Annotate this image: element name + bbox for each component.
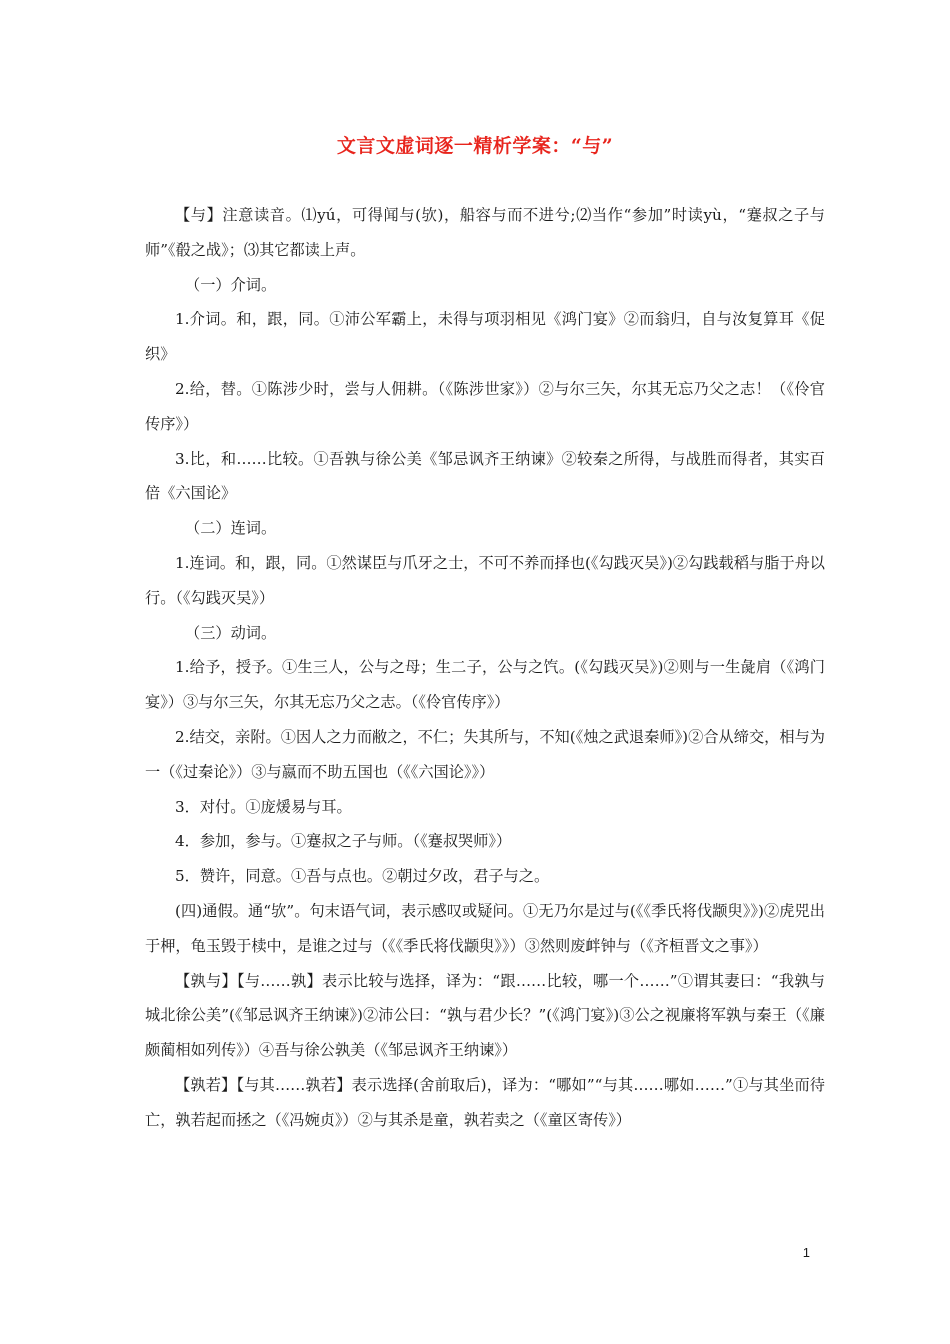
paragraph-verb-5: 5．赞许，同意。①吾与点也。②朝过夕改，君子与之。 [175,867,550,886]
document-body [145,198,825,1138]
section-heading-preposition: （一）介词。 [185,275,277,294]
paragraph-shuruo: 【孰若】【与其……孰若】表示选择(舍前取后)，译为：“哪如”“与其……哪如……”①与其坐而待亡，孰若起而拯之（《冯婉贞》）②与其杀是童，孰若卖之（《童区寄传》） [145,1075,825,1129]
paragraph-verb-4: 4．参加，参与。①蹇叔之子与师。（《蹇叔哭师》） [175,832,512,851]
page-number: 1 [802,1245,810,1260]
paragraph-verb-2: 2.结交，亲附。①因人之力而敝之，不仁；失其所与，不知(《烛之武退秦师》)②合从缔交，相与为一（《过秦论》）③与嬴而不助五国也（《《六国论》》） [145,727,825,781]
paragraph-shuyu: 【孰与】【与……孰】表示比较与选择，译为：“跟……比较，哪一个……”①谓其妻曰：“我孰与城北徐公美”(《邹忌讽齐王纳谏》)②沛公曰：“孰与君少长？”(《鸿门宴》)③公之视廉将军孰与秦王（《廉颇蔺相如列传》）④吾与徐公孰美（《邹忌讽齐王纳谏》） [145,971,825,1060]
document-title: 文言文虚词逐一精析学案：“与” [336,135,614,157]
paragraph-preposition-1: 1.介词。和，跟，同。①沛公军霸上，未得与项羽相见《鸿门宴》②而翁归，自与汝复算耳《促织》 [145,310,825,364]
paragraph-verb-3: 3．对付。①庞煖易与耳。 [175,797,352,816]
paragraph-interchangeable: (四)通假。通“欤”。句末语气词，表示感叹或疑问。①无乃尔是过与(《《季氏将伐颛臾》》)②虎兕出于柙，龟玉毁于椟中，是谁之过与（《《季氏将伐颛臾》》）③然则废衅钟与（《齐桓晋文之事》） [145,901,825,955]
paragraph-yu-pronunciation: 【与】注意读音。⑴yú，可得闻与(欤)，船容与而不进兮;⑵当作“参加”时读yù，“蹇叔之子与师”《殽之战》；⑶其它都读上声。 [145,206,825,259]
section-heading-conjunction: （二）连词。 [185,519,277,538]
paragraph-preposition-3: 3.比，和……比较。①吾孰与徐公美《邹忌讽齐王纳谏》②较秦之所得，与战胜而得者，其实百倍《六国论》 [145,449,825,503]
paragraph-verb-1: 1.给予，授予。①生三人，公与之母；生二子，公与之饩。(《勾践灭吴》)②则与一生彘肩（《鸿门宴》）③与尔三矢，尔其无忘乃父之志。（《伶官传序》） [145,658,825,712]
paragraph-preposition-2: 2.给，替。①陈涉少时，尝与人佣耕。（《陈涉世家》）②与尔三矢，尔其无忘乃父之志！（《伶官传序》） [145,379,825,433]
paragraph-conjunction-1: 1.连词。和，跟，同。①然谋臣与爪牙之士，不可不养而择也(《勾践灭吴》)②勾践载稻与脂于舟以行。（《勾践灭吴》） [145,553,825,607]
section-heading-verb: （三）动词。 [185,623,277,642]
